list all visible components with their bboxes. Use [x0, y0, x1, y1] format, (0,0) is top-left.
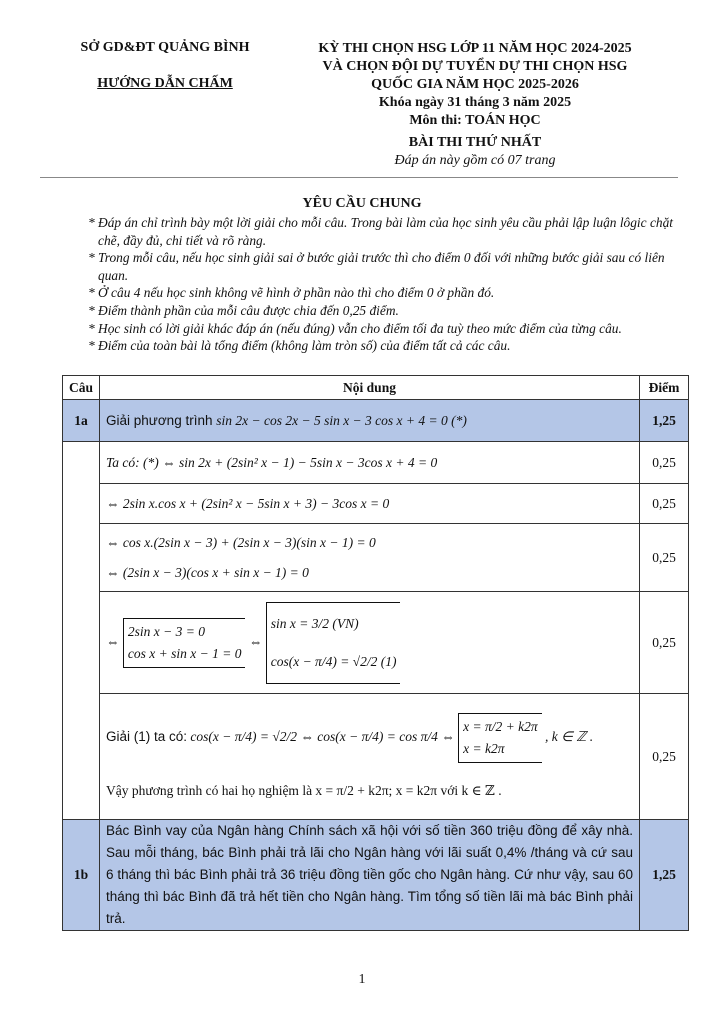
- exam-title-line-3: QUỐC GIA NĂM HỌC 2025-2026: [371, 77, 579, 92]
- requirements-list: [88, 214, 678, 355]
- equiv-symbol: ⇔: [106, 633, 120, 649]
- prompt-equation: sin 2x − cos 2x − 5 sin x − 3 cos x + 4 = 0 (*): [216, 412, 467, 428]
- prompt-text: Giải phương trình: [106, 412, 213, 428]
- question-score: 1,25: [640, 400, 689, 442]
- step-3-line-2: ⇔ (2sin x − 3)(cos x + sin x − 1) = 0: [106, 564, 309, 580]
- step-score: 0,25: [640, 442, 689, 484]
- header-divider: [40, 177, 678, 178]
- solution-step-4: [63, 592, 689, 694]
- exam-date: Khóa ngày 31 tháng 3 năm 2025: [378, 95, 572, 110]
- question-score: 1,25: [640, 820, 689, 931]
- exam-title-line-1: KỲ THI CHỌN HSG LỚP 11 NĂM HỌC 2024-2025: [318, 41, 632, 56]
- exam-title-line-2: VÀ CHỌN ĐỘI DỰ TUYỂN DỰ THI CHỌN HSG: [322, 59, 628, 74]
- question-label: 1a: [63, 400, 100, 442]
- header-diem: Điểm: [640, 376, 689, 400]
- step-score: 0,25: [640, 694, 689, 820]
- paper-title: BÀI THI THỨ NHẤT: [408, 135, 542, 150]
- system-eq-1: 2sin x − 3 = 0: [127, 623, 205, 639]
- step-text: [100, 694, 640, 820]
- roots-bracket: [458, 713, 541, 763]
- step-1-equation: Ta có: (*) ⇔ sin 2x + (2sin² x − 1) − 5sin x − 3cos x + 4 = 0: [106, 454, 438, 470]
- solution-step-5: [63, 694, 689, 820]
- solve-chain: cos(x − π/4) = √2/2 ⇔ cos(x − π/4) = cos π/4 ⇔: [190, 728, 455, 744]
- requirement-item: * Điểm của toàn bài là tổng điểm (không làm tròn số) của điểm tất cả các câu.: [88, 338, 511, 354]
- page-number: 1: [358, 972, 366, 987]
- step-text: [100, 524, 640, 592]
- header-cau: Câu: [63, 376, 100, 400]
- solve-line: [106, 713, 633, 763]
- solve-prefix: Giải (1) ta có:: [106, 728, 188, 744]
- requirement-item: * Trong mỗi câu, nếu học sinh giải sai ở bước giải trước thì cho điểm 0 đối với những bước giải sau có liên quan.: [88, 250, 665, 283]
- solution-step-2: [63, 484, 689, 524]
- question-prompt: [100, 400, 640, 442]
- header-noi-dung: Nội dung: [100, 376, 640, 400]
- department-name: SỞ GD&ĐT QUẢNG BÌNH: [80, 40, 250, 55]
- requirement-item: * Ở câu 4 nếu học sinh không vẽ hình ở phần nào thì cho điểm 0 ở phần đó.: [88, 285, 495, 301]
- solution-eq-2: cos(x − π/4) = √2/2 (1): [270, 653, 397, 669]
- grading-table: [62, 375, 689, 931]
- step-3-line-1: ⇔ cos x.(2sin x − 3) + (2sin x − 3)(sin x − 1) = 0: [106, 534, 376, 550]
- system-eq-2: cos x + sin x − 1 = 0: [127, 645, 242, 661]
- exam-title: [290, 40, 660, 170]
- solution-step-1: [63, 442, 689, 484]
- step-score: 0,25: [640, 592, 689, 694]
- requirements-title: YÊU CẦU CHUNG: [302, 196, 422, 211]
- step-text: [100, 484, 640, 524]
- k-condition: , k ∈ ℤ .: [545, 728, 594, 744]
- system-bracket: [123, 618, 246, 668]
- step-text: [100, 442, 640, 484]
- document-type: HƯỚNG DẪN CHẤM: [97, 76, 233, 91]
- question-1a-row: [63, 400, 689, 442]
- solution-bracket: [266, 602, 401, 684]
- question-1b-row: [63, 820, 689, 931]
- solution-step-3: [63, 524, 689, 592]
- equiv-symbol: ⇔: [248, 633, 263, 649]
- solution-eq-1: sin x = 3/2 (VN): [270, 615, 359, 631]
- requirement-item: * Điểm thành phần của mỗi câu được chia đến 0,25 điểm.: [88, 302, 399, 318]
- root-2: x = k2π: [463, 740, 505, 756]
- step-text: [100, 592, 640, 694]
- requirement-item: * Học sinh có lời giải khác đáp án (nếu đúng) vẫn cho điểm tối đa tuỳ theo mức điểm của từng câu.: [88, 320, 622, 336]
- conclusion: Vậy phương trình có hai họ nghiệm là x = π/2 + k2π; x = k2π với k ∈ ℤ .: [106, 782, 502, 798]
- step-2-equation: ⇔ 2sin x.cos x + (2sin² x − 5sin x + 3) − 3cos x = 0: [106, 495, 390, 511]
- step-score: 0,25: [640, 524, 689, 592]
- pages-note: Đáp án này gồm có 07 trang: [394, 153, 556, 168]
- requirement-item: * Đáp án chỉ trình bày một lời giải cho mỗi câu. Trong bài làm của học sinh yêu cầu phải lập luận lôgic chặt chẽ, đầy đủ, chi tiết và rõ ràng.: [88, 215, 673, 248]
- question-label: 1b: [63, 820, 100, 931]
- exam-subject: Môn thi: TOÁN HỌC: [409, 113, 541, 128]
- step-score: 0,25: [640, 484, 689, 524]
- blank-cau-cell: [63, 442, 100, 820]
- table-header-row: [63, 376, 689, 400]
- question-1b-text: Bác Bình vay của Ngân hàng Chính sách xã hội với số tiền 360 triệu đồng để xây nhà. Sau mỗi tháng, bác Bình phải trả lãi cho Ngân hàng với lãi suất 0,4% /tháng và cứ sau 6 tháng thì bác Bình phải trả 36 triệu đồng tiền gốc cho Ngân hàng. Cứ như vậy, sau 60 tháng thì bác Bình đã trả hết tiền cho Ngân hàng. Tìm tổng số tiền lãi mà bác Bình phải trả.: [100, 820, 640, 931]
- root-1: x = π/2 + k2π: [463, 718, 538, 734]
